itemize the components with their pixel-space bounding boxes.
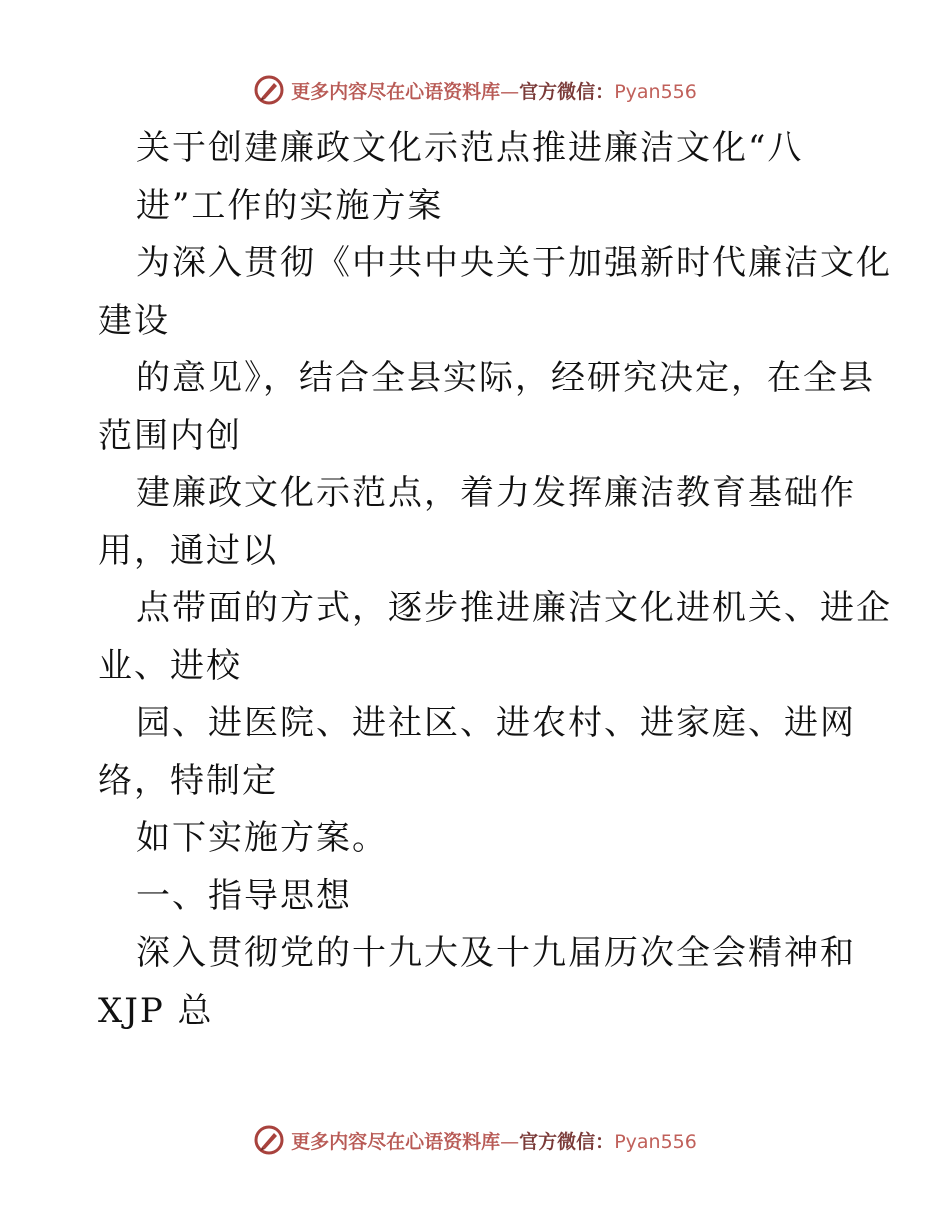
- text-line: 进”工作的实施方案: [136, 185, 444, 226]
- watermark-dash: —: [500, 1130, 520, 1153]
- text-line: 点带面的方式，逐步推进廉洁文化进机关、进企: [136, 588, 892, 628]
- footer-watermark: [0, 1120, 950, 1160]
- text-line: 的意见》，结合全县实际，经研究决定，在全县: [136, 358, 875, 398]
- text-line: 建廉政文化示范点，着力发挥廉洁教育基础作: [136, 473, 856, 513]
- text-line: 范围内创: [98, 415, 242, 456]
- pen-logo-icon: [253, 1124, 285, 1156]
- text-line: 深入贯彻党的十九大及十九届历次全会精神和: [136, 933, 856, 973]
- header-watermark: [0, 70, 950, 110]
- watermark-label: 官方微信：: [519, 80, 615, 103]
- watermark-id: Pyan556: [614, 1130, 697, 1153]
- watermark-site: 更多内容尽在心语资料库: [291, 1130, 501, 1153]
- text-line: 如下实施方案。: [136, 818, 388, 858]
- text-line: 一、指导思想: [136, 875, 352, 916]
- text-line: XJP 总: [98, 990, 214, 1031]
- text-line: 为深入贯彻《中共中央关于加强新时代廉洁文化: [136, 243, 892, 283]
- watermark-text: [291, 1127, 697, 1154]
- watermark-dash: —: [500, 80, 520, 103]
- text-line: 关于创建廉政文化示范点推进廉洁文化“八: [136, 128, 804, 168]
- watermark-id: Pyan556: [614, 80, 697, 103]
- text-line: 建设: [98, 300, 170, 341]
- text-line: 业、进校: [98, 645, 242, 686]
- text-line: 络，特制定: [98, 760, 278, 801]
- text-line: 园、进医院、进社区、进农村、进家庭、进网: [136, 703, 856, 743]
- pen-logo-icon: [253, 74, 285, 106]
- watermark-site: 更多内容尽在心语资料库: [291, 80, 501, 103]
- watermark-text: [291, 77, 697, 104]
- document-body: [98, 120, 892, 1040]
- text-line: 用，通过以: [98, 530, 278, 571]
- watermark-label: 官方微信：: [519, 1130, 615, 1153]
